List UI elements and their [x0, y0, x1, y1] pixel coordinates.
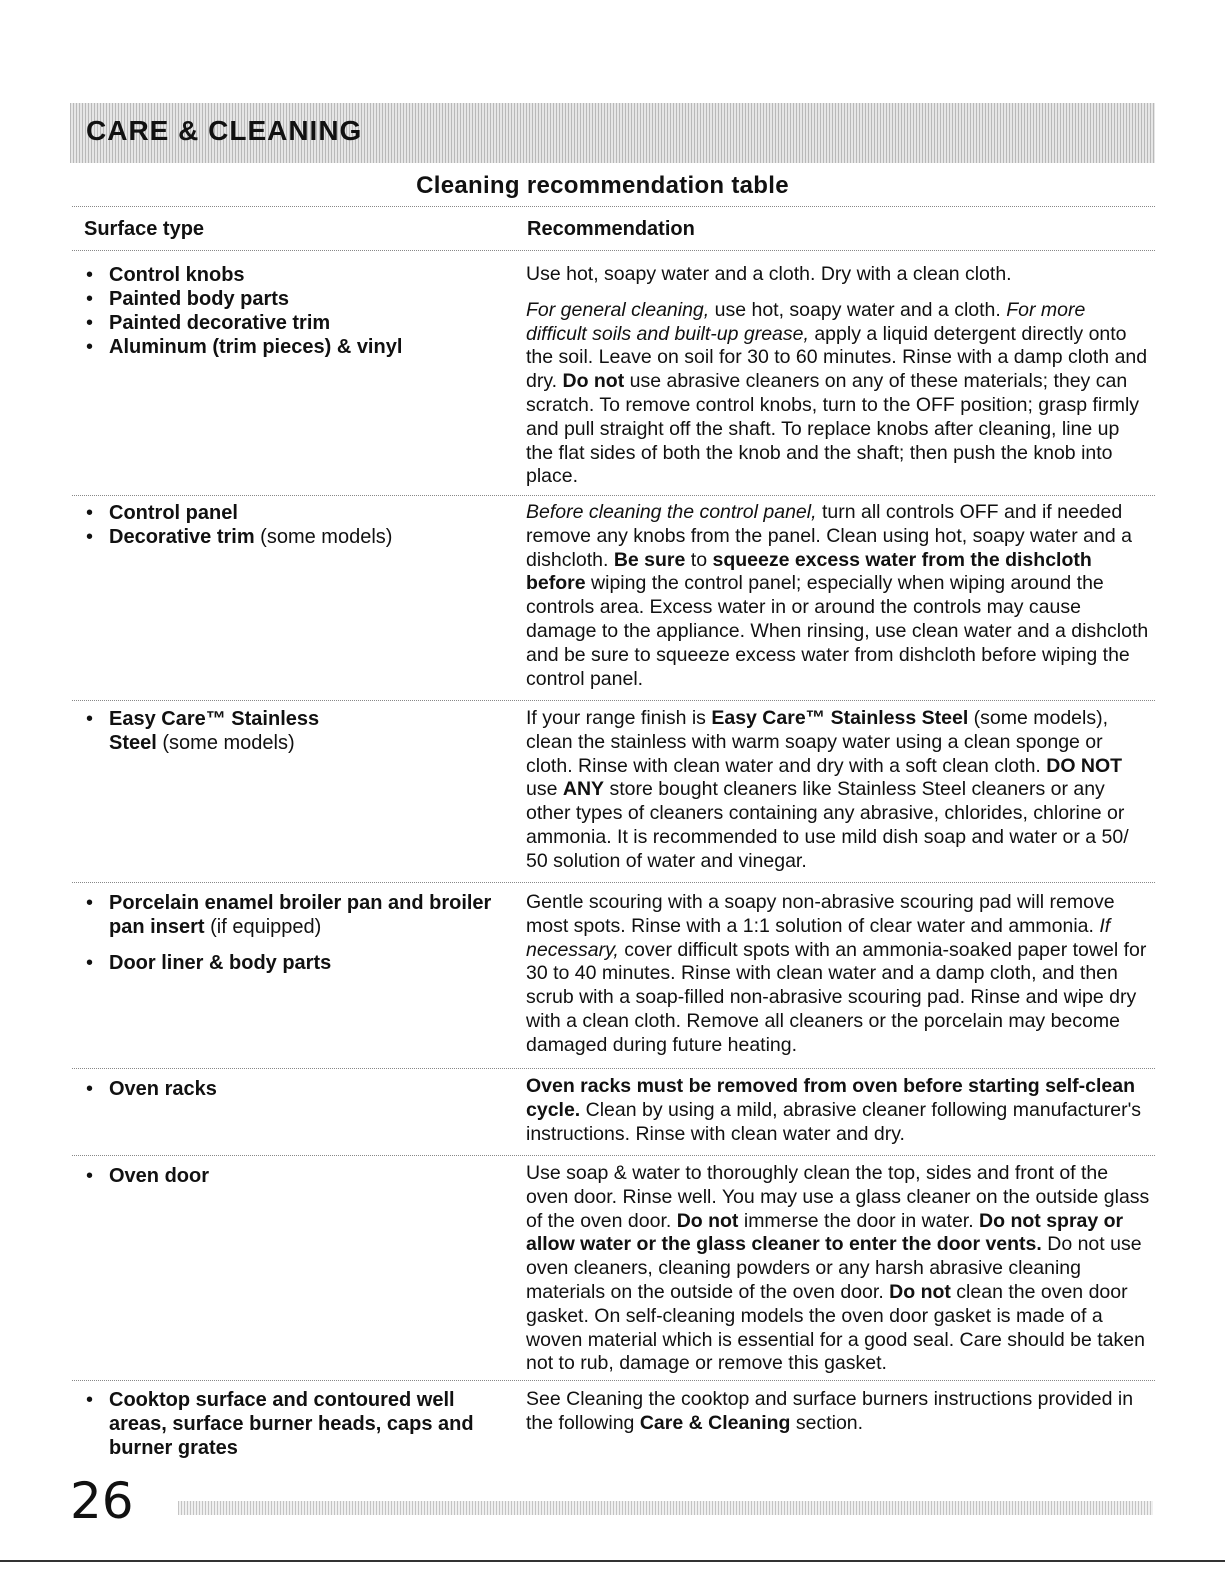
list-item: • Oven door — [72, 1164, 512, 1188]
surface-list — [72, 1164, 512, 1188]
surface-list — [72, 1388, 512, 1460]
recommendation-text: See Cleaning the cooktop and surface burners instructions provided in the following Care & Cleaning section. — [526, 1388, 1134, 1434]
bottom-edge — [0, 1560, 1225, 1562]
surface-list — [72, 501, 512, 549]
divider — [72, 700, 1155, 701]
divider — [72, 206, 1155, 207]
recommendation-text: Use soap & water to thoroughly clean the top, sides and front of the oven door. Rinse well. You may use a glass cleaner on the outside glass of the oven door. Do not immerse the door in water. Do not spray or allow water or the glass cleaner to enter the door vents. Do not use oven cleaners, cleaning powders or any harsh abrasive cleaning materials on the outside of the oven door. Do not clean the oven door gasket. On self-cleaning models the oven door gasket is made of a woven material which is essential for a good seal. Care should be taken not to rub, damage or remove this gasket. — [526, 1162, 1150, 1375]
list-item: • Porcelain enamel broiler pan and broiler pan insert (if equipped) — [72, 891, 512, 939]
section-banner — [70, 103, 1155, 163]
list-item: • Oven racks — [72, 1077, 512, 1101]
list-item: • Control panel — [72, 501, 512, 525]
recommendation-text: Gentle scouring with a soapy non-abrasive scouring pad will remove most spots. Rinse with a 1:1 solution of clear water and ammonia. If necessary, cover difficult spots with an ammonia-soaked paper towel for 30 to 40 minutes. Rinse with clean water and a damp cloth, and then scrub with a soap-filled non-abrasive scouring pad. Rinse and wipe dry with a clean cloth. Remove all cleaners or the porcelain may become damaged during future heating. — [526, 891, 1147, 1056]
surface-list — [72, 263, 512, 359]
list-item: • Easy Care™ Stainless Steel (some models) — [72, 707, 512, 755]
recommendation-text: Oven racks must be removed from oven before starting self-clean cycle. Clean by using a mild, abrasive cleaner following manufacturer's instructions. Rinse with clean water and dry. — [526, 1075, 1142, 1145]
recommendation-text: Before cleaning the control panel, turn all controls OFF and if needed remove any knobs from the panel. Clean using hot, soapy water and a dishcloth. Be sure to squeeze excess water from the dishcloth before wiping the control panel; especially when wiping around the controls area. Excess water in or around the controls may cause damage to the appliance. When rinsing, use clean water and a dishcloth and be sure to squeeze excess water from dishcloth before wiping the control panel. — [526, 501, 1149, 690]
table-title: Cleaning recommendation table — [416, 172, 789, 199]
list-item: • Door liner & body parts — [72, 951, 512, 975]
list-item: • Painted decorative trim — [72, 311, 512, 335]
recommendation-text: If your range finish is Easy Care™ Stainless Steel (some models), clean the stainless with warm soapy water using a clean sponge or cloth. Rinse with clean water and dry with a soft clean cloth. DO NOT use ANY store bought cleaners like Stainless Steel cleaners or any other types of cleaners containing any abrasive, chlorides, chlorine or ammonia. It is recommended to use mild dish soap and water or a 50/ 50 solution of water and vinegar. — [526, 707, 1129, 872]
list-item: • Control knobs — [72, 263, 512, 287]
list-item: • Painted body parts — [72, 287, 512, 311]
divider — [72, 1380, 1155, 1381]
list-item: • Decorative trim (some models) — [72, 525, 512, 549]
surface-list — [72, 891, 512, 975]
recommendation-text: Use hot, soapy water and a cloth. Dry with a clean cloth. For general cleaning, use hot, soapy water and a cloth. For more difficult soils and built-up grease, apply a liquid detergent directly onto the soil. Leave on soil for 30 to 60 minutes. Rinse with a damp cloth and dry. Do not use abrasive cleaners on any of these materials; they can scratch. To remove control knobs, turn to the OFF position; grasp firmly and pull straight off the shaft. To replace knobs after cleaning, line up the flat sides of both the knob and the shaft; then push the knob into place. — [526, 263, 1148, 488]
surface-list — [72, 707, 512, 755]
list-item: • Cooktop surface and contoured well areas, surface burner heads, caps and burner grates — [72, 1388, 512, 1460]
divider — [72, 882, 1155, 883]
footer-bar — [178, 1501, 1153, 1515]
page-number: 26 — [70, 1472, 134, 1530]
surface-list — [72, 1077, 512, 1101]
column-header-recommendation: Recommendation — [527, 218, 695, 240]
column-header-surface: Surface type — [84, 218, 205, 240]
divider — [72, 1155, 1155, 1156]
list-item: • Aluminum (trim pieces) & vinyl — [72, 335, 512, 359]
divider — [72, 495, 1155, 496]
section-title: CARE & CLEANING — [86, 115, 363, 146]
divider — [72, 250, 1155, 251]
divider — [72, 1068, 1155, 1069]
